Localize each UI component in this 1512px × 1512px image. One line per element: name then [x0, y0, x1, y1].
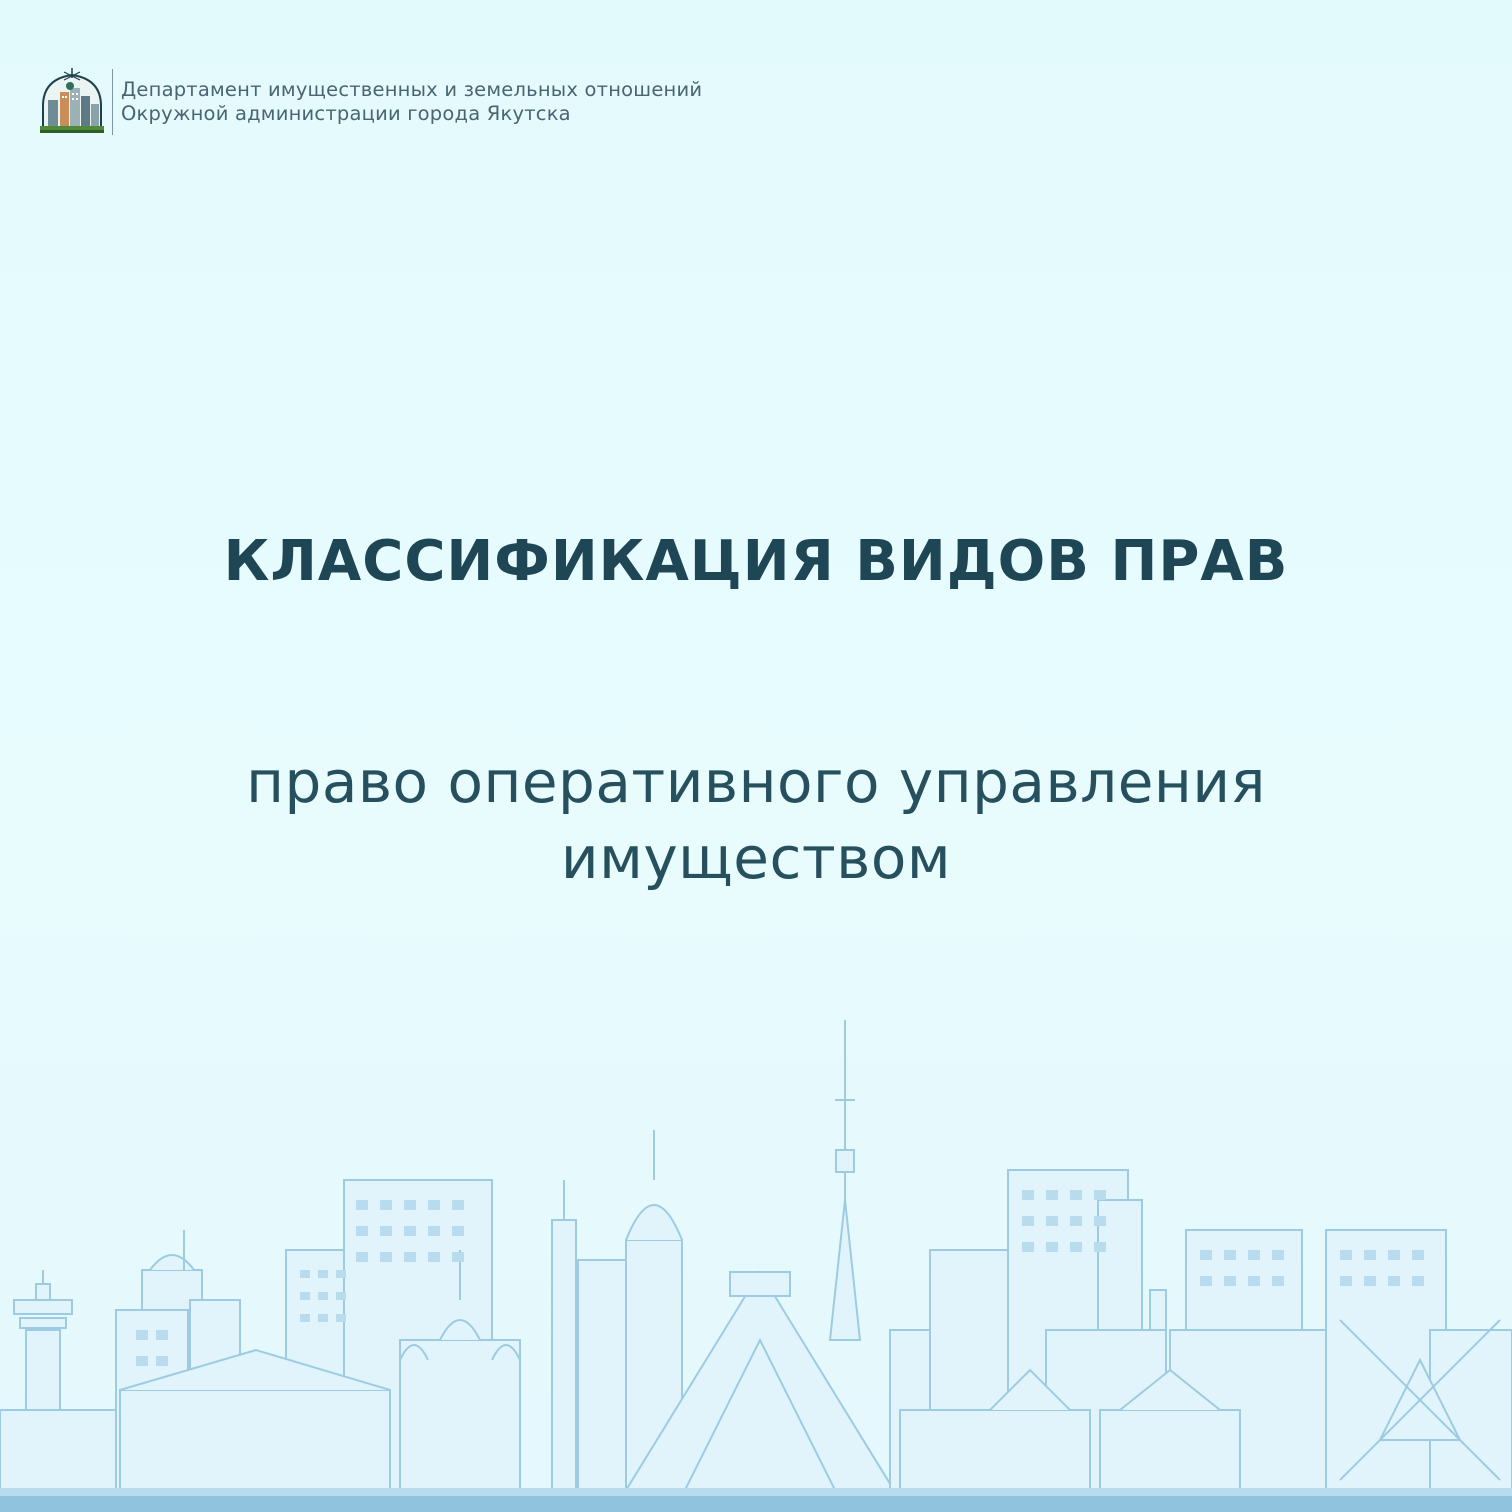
city-skyline-illustration [0, 1000, 1512, 1512]
header-divider [112, 69, 113, 135]
organization-name-line-2: Окружной администрации города Якутска [121, 102, 571, 125]
page-title: КЛАССИФИКАЦИЯ ВИДОВ ПРАВ [223, 529, 1289, 594]
organization-name [121, 78, 702, 126]
organization-header [36, 66, 702, 138]
city-hall-emblem-icon [36, 66, 108, 138]
subtitle-line-1: право оперативного управления [246, 748, 1266, 816]
subtitle-line-2: имуществом [560, 824, 952, 892]
organization-name-line-1: Департамент имущественных и земельных отношений [121, 78, 703, 101]
page-subtitle [0, 744, 1512, 896]
